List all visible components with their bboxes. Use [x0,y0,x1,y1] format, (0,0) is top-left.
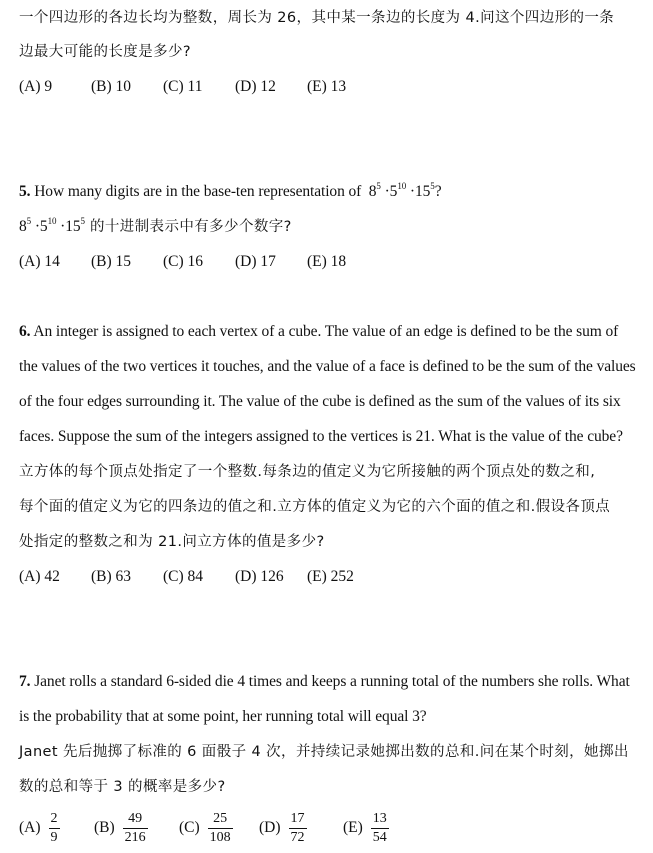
q7-choice-b: (B) $\frac{49}{216}$ [94,810,146,845]
q7-chinese-line-1: Janet 先后抛掷了标准的 6 面骰子 4 次，并持续记录她掷出数的总和.问在某个时刻，她掷出 [19,744,629,760]
q7-choice-d: (D) $\frac{17}{72}$ [259,810,305,845]
q7-chinese-line-2: 数的总和等于 3 的概率是多少? [19,779,226,795]
q7-choice-c: (C) $\frac{25}{108}$ [179,810,231,845]
q5-english: 5. How many digits are in the base-ten representation of $8^5 \cdot 5^{10} \cdot 15^5$? [19,181,442,200]
q5-number: 5. [19,183,31,200]
q4-choice-d: (D) 12 [235,78,276,95]
q5-choice-a: (A) 14 [19,253,60,270]
q6-choice-e: (E) 252 [307,568,354,585]
fraction: $\frac{25}{108}$ [209,810,231,845]
q4-choice-c: (C) 11 [163,78,203,95]
q5-chinese-text: 的十进制表示中有多少个数字? [89,219,292,235]
q6-english-line-4: faces. Suppose the sum of the integers assigned to the vertices is 21. What is the value of the cube? [19,428,623,445]
q6-number: 6. [19,323,31,340]
q6-chinese-line-3: 处指定的整数之和为 21.问立方体的值是多少? [19,534,325,550]
q5-chinese [19,217,292,237]
q6-english-line-1: 6. An integer is assigned to each vertex of a cube. The value of an edge is defined to be the sum of [19,323,619,340]
fraction: $\frac{2}{9}$ [50,810,58,845]
q5-english-text: How many digits are in the base-ten representation of [34,183,362,200]
q4-text-line-1: 一个四边形的各边长均为整数，周长为 26，其中某一条边的长度为 4.问这个四边形的一条 [19,10,615,26]
q6-choice-c: (C) 84 [163,568,204,585]
q5-choice-b: (B) 15 [91,253,132,270]
q6-english-line-3: of the four edges surrounding it. The value of the cube is defined as the sum of the values of its six [19,393,621,410]
q4-choice-b: (B) 10 [91,78,132,95]
q6-choice-a: (A) 42 [19,568,60,585]
q6-choice-d: (D) 126 [235,568,284,585]
q6-choice-b: (B) 63 [91,568,132,585]
q5-expression-zh: $8^5 \cdot 5^{10} \cdot 15^5$ [19,216,85,235]
q5-choice-e: (E) 18 [307,253,347,270]
q7-choice-e: (E) $\frac{13}{54}$ [343,810,387,845]
fraction: $\frac{13}{54}$ [372,810,387,845]
fraction: $\frac{49}{216}$ [124,810,146,845]
q7-number: 7. [19,673,31,690]
q7-choice-a: (A) $\frac{2}{9}$ [19,810,58,845]
q5-choice-c: (C) 16 [163,253,204,270]
q5-expression: $8^5 \cdot 5^{10} \cdot 15^5$ [368,181,435,200]
q4-text-line-2: 边最大可能的长度是多少? [19,44,191,60]
q7-english-line-1: 7. Janet rolls a standard 6-sided die 4 times and keeps a running total of the numbers she rolls. What [19,673,630,690]
q7-english-line-2: is the probability that at some point, her running total will equal 3? [19,708,427,725]
q6-chinese-line-1: 立方体的每个顶点处指定了一个整数.每条边的值定义为它所接触的两个顶点处的数之和, [19,464,596,480]
q6-english-line-2: the values of the two vertices it touches, and the value of a face is defined to be the sum of the values [19,358,636,375]
fraction: $\frac{17}{72}$ [290,810,305,845]
q5-choice-d: (D) 17 [235,253,276,270]
q4-choice-e: (E) 13 [307,78,347,95]
q6-chinese-line-2: 每个面的值定义为它的四条边的值之和.立方体的值定义为它的六个面的值之和.假设各顶点 [19,499,611,515]
q4-choice-a: (A) 9 [19,78,53,95]
